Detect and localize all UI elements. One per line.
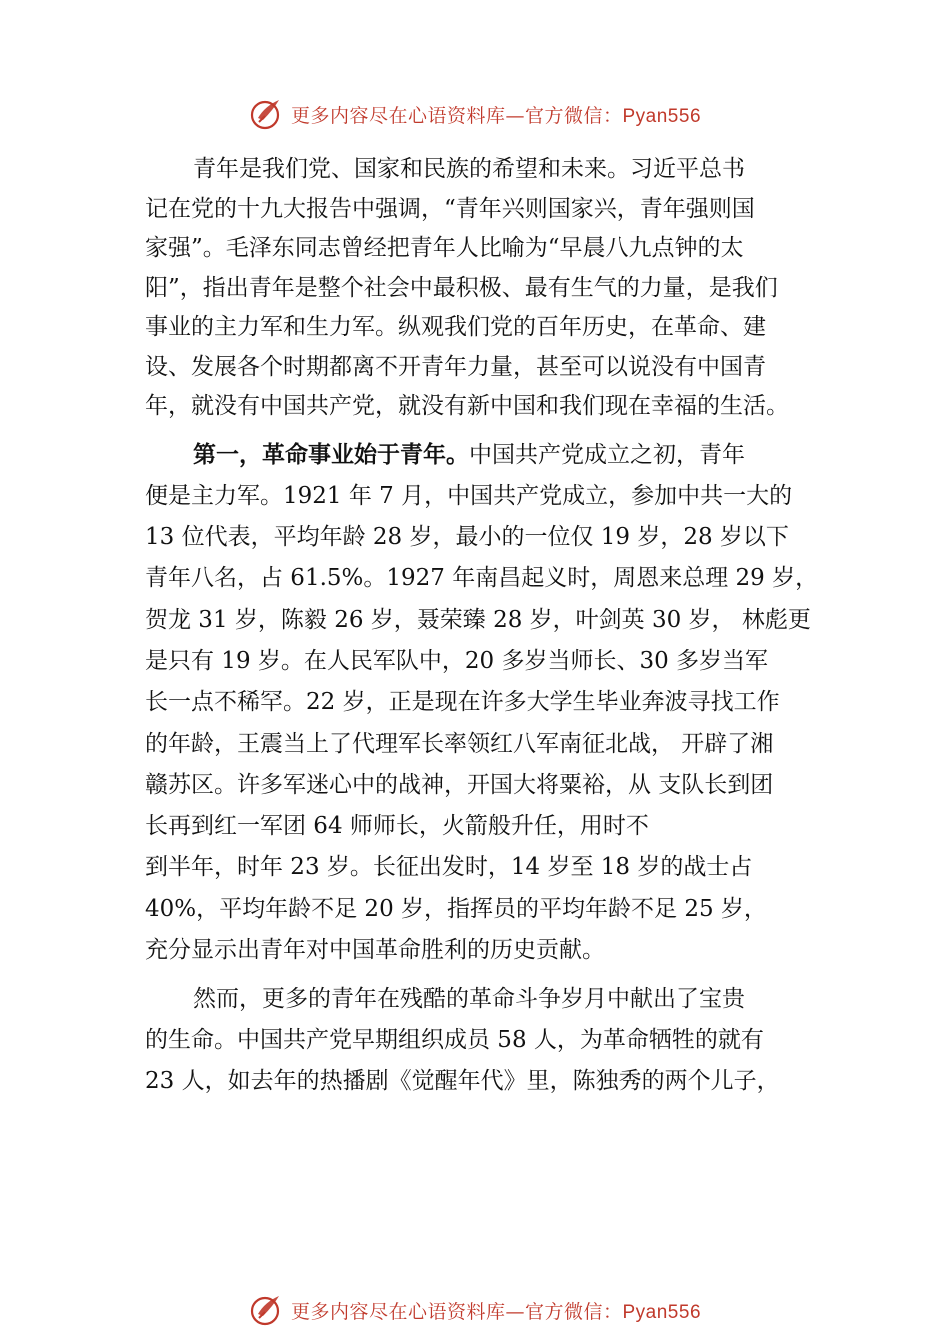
text-line: 年，就没有中国共产党，就没有新中国和我们现在幸福的生活。 <box>145 393 789 419</box>
quill-seal-icon <box>249 1292 285 1328</box>
paragraph-revolution-youth <box>145 435 835 972</box>
text-line: 13 位代表，平均年龄 28 岁，最小的一位仅 19 岁，28 岁以下 <box>145 524 789 551</box>
text-line <box>145 435 835 476</box>
text-line: 的生命。中国共产党早期组织成员 58 人，为革命牺牲的就有 <box>145 1027 764 1054</box>
paragraph-intro <box>145 150 835 427</box>
text-line: 记在党的十九大报告中强调，“青年兴则国家兴，青年强则国 <box>145 195 755 222</box>
text-line: 设、发展各个时期都离不开青年力量，甚至可以说没有中国青 <box>145 353 766 380</box>
text-line: 的年龄，王震当上了代理军长率领红八军南征北战， 开辟了湘 <box>145 730 774 757</box>
header-watermark <box>0 94 950 134</box>
text-line: 长再到红一军团 64 师师长，火箭般升任，用时不 <box>145 813 649 840</box>
text-line: 然而，更多的青年在残酷的革命斗争岁月中献出了宝贵 <box>193 986 745 1013</box>
text-line: 到半年，时年 23 岁。长征出发时，14 岁至 18 岁的战士占 <box>145 854 753 881</box>
text-line: 23 人，如去年的热播剧《觉醒年代》里，陈独秀的两个儿子， <box>145 1068 780 1095</box>
watermark-text: 更多内容尽在心语资料库—官方微信：Pyan556 <box>290 104 702 127</box>
text-line: 40%，平均年龄不足 20 岁，指挥员的平均年龄不足 25 岁， <box>145 895 767 922</box>
text-line: 青年是我们党、国家和民族的希望和未来。习近平总书 <box>193 156 745 182</box>
text-line: 赣苏区。许多军迷心中的战神，开国大将粟裕，从 支队长到团 <box>145 771 774 798</box>
text-line: 贺龙 31 岁，陈毅 26 岁，聂荣臻 28 岁，叶剑英 30 岁， 林彪更 <box>145 606 811 633</box>
text-line: 充分显示出青年对中国革命胜利的历史贡献。 <box>145 937 605 964</box>
text-line: 阳”，指出青年是整个社会中最积极、最有生气的力量，是我们 <box>145 274 778 301</box>
paragraph-sacrifice <box>145 979 835 1102</box>
section-heading: 第一，革命事业始于青年。 <box>193 441 469 468</box>
text-line: 事业的主力军和生力军。纵观我们党的百年历史，在革命、建 <box>145 314 766 340</box>
quill-seal-icon <box>249 96 285 132</box>
heading-rest: 中国共产党成立之初，青年 <box>469 441 745 468</box>
footer-watermark <box>0 1290 950 1330</box>
watermark-text: 更多内容尽在心语资料库—官方微信：Pyan556 <box>290 1300 702 1323</box>
text-line: 长一点不稀罕。22 岁，正是现在许多大学生毕业奔波寻找工作 <box>145 689 780 716</box>
text-line: 青年八名，占 61.5%。1927 年南昌起义时，周恩来总理 29 岁， <box>145 565 819 592</box>
text-line: 家强”。毛泽东同志曾经把青年人比喻为“早晨八九点钟的太 <box>145 235 744 261</box>
text-line: 是只有 19 岁。在人民军队中，20 多岁当师长、30 多岁当军 <box>145 647 769 674</box>
text-line: 便是主力军。1921 年 7 月，中国共产党成立，参加中共一大的 <box>145 482 793 509</box>
document-body <box>145 150 835 1102</box>
